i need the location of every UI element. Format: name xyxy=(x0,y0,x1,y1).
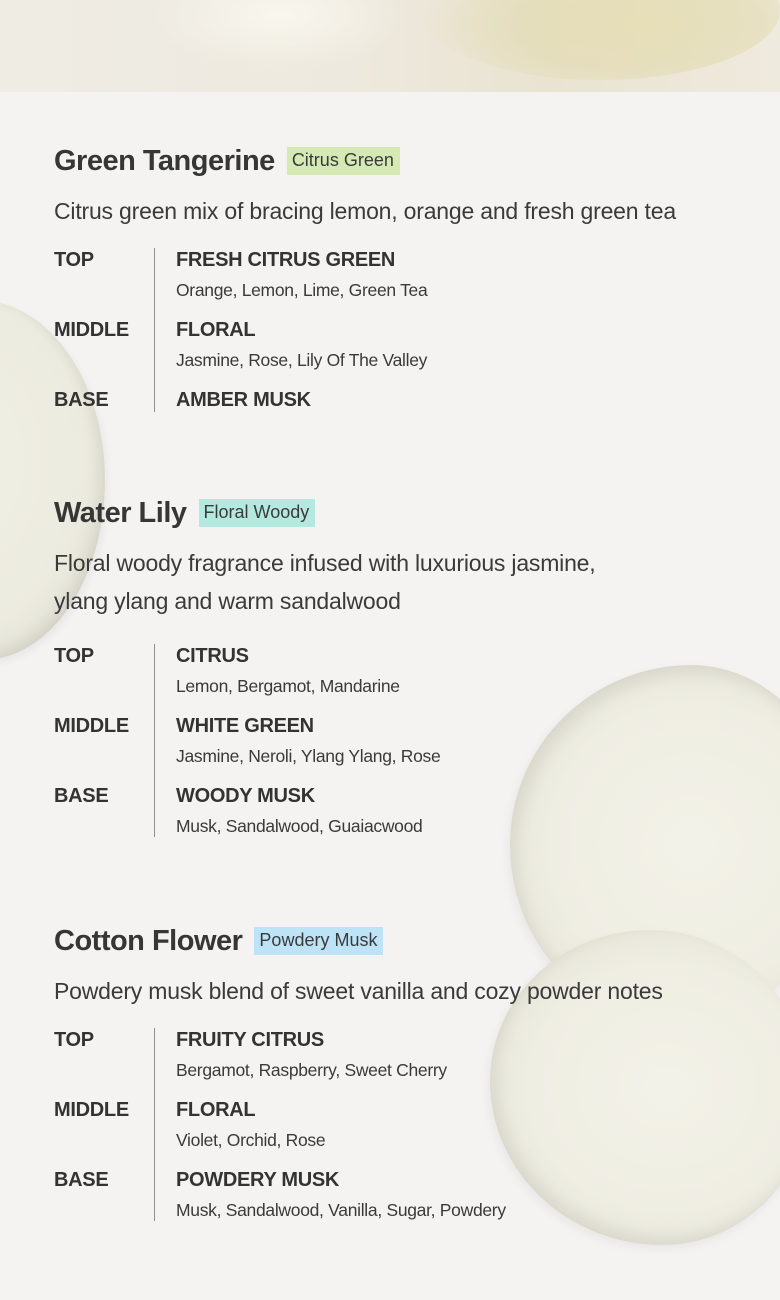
note-ingredients: Musk, Sandalwood, Guaiacwood xyxy=(176,816,423,836)
scent-header xyxy=(54,496,754,530)
description-line: Powdery musk blend of sweet vanilla and cozy powder notes xyxy=(54,978,663,1004)
note-level: MIDDLE xyxy=(54,715,129,737)
note-title: POWDERY MUSK xyxy=(176,1169,340,1191)
note-ingredients: Lemon, Bergamot, Mandarine xyxy=(176,676,400,696)
note-level: TOP xyxy=(54,1029,94,1051)
note-title: FRESH CITRUS GREEN xyxy=(176,249,396,271)
note-row-base xyxy=(54,1168,754,1221)
fragrance-notes xyxy=(54,248,754,412)
note-level: BASE xyxy=(54,389,109,411)
note-ingredients: Orange, Lemon, Lime, Green Tea xyxy=(176,280,428,300)
note-row-top xyxy=(54,248,754,318)
scent-name: Cotton Flower xyxy=(54,924,243,957)
note-row-middle xyxy=(54,1098,754,1168)
scent-header xyxy=(54,144,754,178)
scent-category-tag: Floral Woody xyxy=(199,499,316,527)
note-row-base xyxy=(54,784,754,837)
note-level: BASE xyxy=(54,785,109,807)
scent-category-tag: Powdery Musk xyxy=(254,927,383,955)
note-title: FRUITY CITRUS xyxy=(176,1029,324,1051)
note-level: BASE xyxy=(54,1169,109,1191)
note-title: FLORAL xyxy=(176,1099,256,1121)
scent-section-green-tangerine xyxy=(54,144,754,412)
notes-divider xyxy=(154,644,155,837)
notes-divider xyxy=(154,248,155,412)
note-title: FLORAL xyxy=(176,319,256,341)
fragrance-notes xyxy=(54,644,754,837)
note-title: WOODY MUSK xyxy=(176,785,315,807)
scent-name: Water Lily xyxy=(54,496,187,529)
scent-section-water-lily xyxy=(54,496,754,837)
note-level: MIDDLE xyxy=(54,1099,129,1121)
scent-description xyxy=(54,972,754,1010)
scent-description xyxy=(54,192,754,230)
note-row-top xyxy=(54,1028,754,1098)
note-level: TOP xyxy=(54,249,94,271)
note-title: AMBER MUSK xyxy=(176,389,311,411)
description-line: Citrus green mix of bracing lemon, orange and fresh green tea xyxy=(54,198,676,224)
note-ingredients: Jasmine, Rose, Lily Of The Valley xyxy=(176,350,428,370)
note-row-middle xyxy=(54,714,754,784)
note-level: TOP xyxy=(54,645,94,667)
fragrance-notes xyxy=(54,1028,754,1221)
scent-section-cotton-flower xyxy=(54,924,754,1221)
note-title: CITRUS xyxy=(176,645,249,667)
scent-category-tag: Citrus Green xyxy=(287,147,400,175)
note-row-middle xyxy=(54,318,754,388)
note-ingredients: Violet, Orchid, Rose xyxy=(176,1130,326,1150)
note-ingredients: Bergamot, Raspberry, Sweet Cherry xyxy=(176,1060,447,1080)
scent-description xyxy=(54,544,754,620)
note-row-base xyxy=(54,388,754,412)
description-line: ylang ylang and warm sandalwood xyxy=(54,588,401,614)
scent-name: Green Tangerine xyxy=(54,144,275,177)
note-level: MIDDLE xyxy=(54,319,129,341)
notes-divider xyxy=(154,1028,155,1221)
note-ingredients: Musk, Sandalwood, Vanilla, Sugar, Powdery xyxy=(176,1200,506,1220)
scent-header xyxy=(54,924,754,958)
description-line: Floral woody fragrance infused with luxurious jasmine, xyxy=(54,550,596,576)
note-row-top xyxy=(54,644,754,714)
note-ingredients: Jasmine, Neroli, Ylang Ylang, Rose xyxy=(176,746,441,766)
note-title: WHITE GREEN xyxy=(176,715,314,737)
